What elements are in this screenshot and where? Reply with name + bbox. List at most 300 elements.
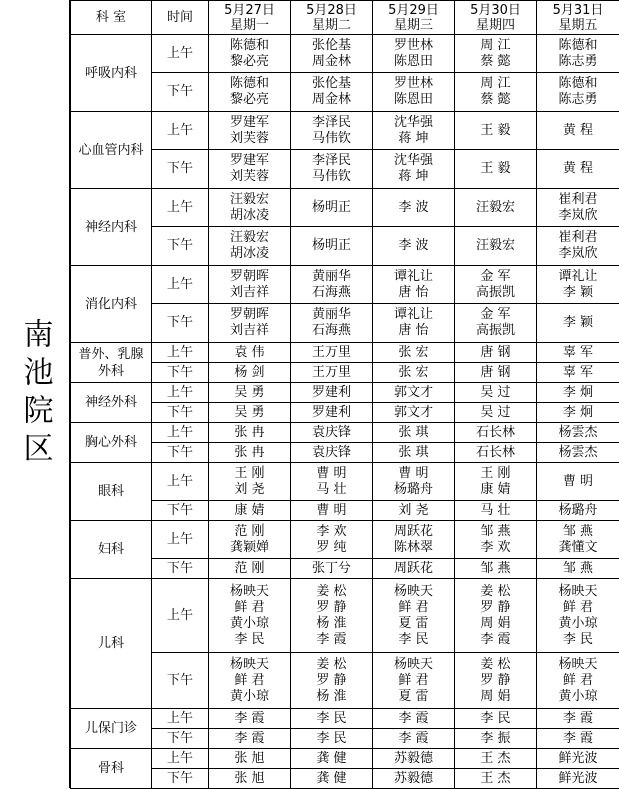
doctor-name: 陈德和 <box>209 76 290 92</box>
doctor-cell <box>373 35 455 73</box>
doctor-name: 鲜光波 <box>537 751 619 767</box>
doctor-name: 邹 燕 <box>455 524 536 540</box>
campus-label <box>0 0 70 788</box>
doctor-name: 鲜 君 <box>209 673 290 689</box>
doctor-cell <box>373 423 455 443</box>
doctor-name: 黄小琼 <box>209 689 290 705</box>
doctor-cell <box>291 35 373 73</box>
doctor-name: 谭礼让 <box>373 307 454 323</box>
header-weekday: 星期五 <box>537 18 619 33</box>
doctor-cell <box>373 383 455 403</box>
table-row <box>71 189 619 227</box>
doctor-name: 杨雲杰 <box>537 425 619 441</box>
doctor-cell <box>537 423 619 443</box>
doctor-name: 李 霞 <box>373 711 454 727</box>
doctor-cell <box>537 729 619 749</box>
doctor-cell <box>455 423 537 443</box>
doctor-name: 姜 松 <box>455 584 536 600</box>
doctor-cell <box>455 463 537 501</box>
doctor-name: 袁 伟 <box>209 345 290 361</box>
table-row <box>71 112 619 150</box>
doctor-name: 李岚欣 <box>537 208 619 224</box>
doctor-name: 鲜 君 <box>537 673 619 689</box>
header-weekday: 星期四 <box>455 18 536 33</box>
doctor-name: 杨明正 <box>291 200 372 216</box>
table-row <box>71 653 619 709</box>
doctor-cell <box>209 559 291 579</box>
doctor-name: 周金林 <box>291 92 372 108</box>
doctor-name: 郭文才 <box>373 405 454 421</box>
header-day <box>209 1 291 35</box>
doctor-cell <box>209 266 291 304</box>
doctor-cell <box>291 112 373 150</box>
doctor-cell <box>291 769 373 789</box>
doctor-cell <box>455 363 537 383</box>
header-weekday: 星期二 <box>291 18 372 33</box>
doctor-name: 周 江 <box>455 38 536 54</box>
doctor-name: 罗世林 <box>373 76 454 92</box>
doctor-name: 姜 松 <box>291 657 372 673</box>
table-row <box>71 443 619 463</box>
doctor-name: 李 波 <box>373 238 454 254</box>
table-row <box>71 749 619 769</box>
doctor-name: 陈德和 <box>537 76 619 92</box>
doctor-cell <box>455 403 537 423</box>
department-name: 普外、乳腺外科 <box>71 343 152 383</box>
header-day <box>291 1 373 35</box>
doctor-name: 吴 过 <box>455 385 536 401</box>
doctor-name: 曹 明 <box>291 503 372 519</box>
doctor-name: 罗 纯 <box>291 540 372 556</box>
doctor-cell <box>455 383 537 403</box>
doctor-cell <box>209 227 291 266</box>
doctor-name: 沈华强 <box>373 153 454 169</box>
doctor-cell <box>291 501 373 521</box>
doctor-cell <box>373 559 455 579</box>
table-row <box>71 559 619 579</box>
doctor-cell <box>455 227 537 266</box>
doctor-name: 蒋 坤 <box>373 131 454 147</box>
doctor-name: 石长林 <box>455 445 536 461</box>
doctor-cell <box>373 521 455 559</box>
doctor-cell <box>291 189 373 227</box>
doctor-name: 李 霞 <box>455 632 536 648</box>
doctor-name: 马 壮 <box>291 482 372 498</box>
doctor-cell <box>537 521 619 559</box>
doctor-cell <box>291 579 373 653</box>
doctor-cell <box>209 403 291 423</box>
time-slot: 下午 <box>152 443 209 463</box>
doctor-name: 黎必亮 <box>209 54 290 70</box>
doctor-name: 唐 怡 <box>373 323 454 339</box>
doctor-cell <box>537 112 619 150</box>
doctor-cell <box>291 709 373 729</box>
doctor-cell <box>455 112 537 150</box>
doctor-name: 王万里 <box>291 365 372 381</box>
doctor-name: 吴 勇 <box>209 405 290 421</box>
doctor-cell <box>537 304 619 343</box>
doctor-name: 蔡 懿 <box>455 92 536 108</box>
header-date: 5月30日 <box>455 3 536 18</box>
doctor-cell <box>373 769 455 789</box>
department-name: 神经内科 <box>71 189 152 266</box>
doctor-cell <box>209 35 291 73</box>
header-row <box>71 1 619 35</box>
time-slot: 上午 <box>152 749 209 769</box>
doctor-name: 鲜光波 <box>537 771 619 787</box>
doctor-cell <box>291 443 373 463</box>
header-day <box>537 1 619 35</box>
doctor-name: 杨璐舟 <box>537 503 619 519</box>
doctor-name: 王 毅 <box>455 161 536 177</box>
doctor-name: 石海燕 <box>291 285 372 301</box>
time-slot: 下午 <box>152 150 209 189</box>
doctor-name: 杨 淮 <box>291 689 372 705</box>
doctor-name: 龚 健 <box>291 751 372 767</box>
doctor-name: 谭礼让 <box>537 269 619 285</box>
doctor-cell <box>209 579 291 653</box>
doctor-name: 罗世林 <box>373 38 454 54</box>
doctor-name: 罗朝晖 <box>209 269 290 285</box>
doctor-name: 张丁兮 <box>291 561 372 577</box>
doctor-cell <box>373 579 455 653</box>
doctor-cell <box>209 653 291 709</box>
doctor-name: 王 杰 <box>455 751 536 767</box>
doctor-cell <box>373 227 455 266</box>
header-dept: 科 室 <box>71 1 152 35</box>
doctor-cell <box>537 403 619 423</box>
doctor-name: 鲜 君 <box>373 600 454 616</box>
schedule-body <box>71 1 619 789</box>
doctor-name: 袁庆锋 <box>291 445 372 461</box>
doctor-cell <box>537 227 619 266</box>
doctor-cell <box>291 423 373 443</box>
department-name: 儿保门诊 <box>71 709 152 749</box>
doctor-name: 鲜 君 <box>537 600 619 616</box>
doctor-name: 张 宏 <box>373 345 454 361</box>
doctor-cell <box>537 189 619 227</box>
doctor-name: 黄小琼 <box>537 616 619 632</box>
doctor-cell <box>537 266 619 304</box>
header-date: 5月27日 <box>209 3 290 18</box>
doctor-cell <box>455 443 537 463</box>
time-slot: 下午 <box>152 729 209 749</box>
doctor-name: 刘吉祥 <box>209 285 290 301</box>
doctor-name: 汪毅宏 <box>209 230 290 246</box>
doctor-name: 李泽民 <box>291 115 372 131</box>
doctor-cell <box>373 363 455 383</box>
doctor-cell <box>537 343 619 363</box>
doctor-name: 李泽民 <box>291 153 372 169</box>
doctor-name: 曹 明 <box>291 466 372 482</box>
doctor-name: 周金林 <box>291 54 372 70</box>
doctor-name: 张 冉 <box>209 425 290 441</box>
doctor-cell <box>209 463 291 501</box>
doctor-name: 崔利君 <box>537 192 619 208</box>
table-row <box>71 304 619 343</box>
doctor-name: 李 民 <box>373 632 454 648</box>
doctor-name: 夏 雷 <box>373 616 454 632</box>
doctor-name: 黄丽华 <box>291 307 372 323</box>
doctor-cell <box>455 579 537 653</box>
doctor-name: 邹 燕 <box>537 524 619 540</box>
doctor-name: 谭礼让 <box>373 269 454 285</box>
doctor-cell <box>209 343 291 363</box>
time-slot: 上午 <box>152 423 209 443</box>
table-row <box>71 363 619 383</box>
doctor-cell <box>291 463 373 501</box>
department-name: 消化内科 <box>71 266 152 343</box>
doctor-name: 龚颖婵 <box>209 540 290 556</box>
doctor-name: 苏毅德 <box>373 751 454 767</box>
doctor-name: 周 娟 <box>455 616 536 632</box>
table-row <box>71 150 619 189</box>
doctor-name: 黄 程 <box>537 123 619 139</box>
doctor-name: 沈华强 <box>373 115 454 131</box>
doctor-cell <box>537 383 619 403</box>
department-name: 骨科 <box>71 749 152 789</box>
doctor-cell <box>209 769 291 789</box>
doctor-name: 杨 淮 <box>291 616 372 632</box>
doctor-cell <box>209 150 291 189</box>
doctor-cell <box>537 363 619 383</box>
doctor-cell <box>209 383 291 403</box>
doctor-name: 康 婧 <box>209 503 290 519</box>
doctor-name: 汪毅宏 <box>455 200 536 216</box>
doctor-cell <box>373 749 455 769</box>
doctor-cell <box>537 35 619 73</box>
doctor-cell <box>291 150 373 189</box>
table-row <box>71 463 619 501</box>
doctor-cell <box>455 559 537 579</box>
doctor-name: 胡冰凌 <box>209 208 290 224</box>
time-slot: 上午 <box>152 189 209 227</box>
doctor-cell <box>291 403 373 423</box>
table-row <box>71 73 619 112</box>
doctor-name: 龚 健 <box>291 771 372 787</box>
doctor-name: 马 壮 <box>455 503 536 519</box>
doctor-cell <box>209 443 291 463</box>
doctor-name: 王 毅 <box>455 123 536 139</box>
doctor-cell <box>537 150 619 189</box>
doctor-name: 唐 钢 <box>455 345 536 361</box>
doctor-name: 罗建军 <box>209 153 290 169</box>
doctor-cell <box>291 227 373 266</box>
doctor-name: 李 民 <box>455 711 536 727</box>
doctor-cell <box>537 579 619 653</box>
doctor-name: 李 振 <box>455 731 536 747</box>
doctor-name: 李 民 <box>291 711 372 727</box>
doctor-cell <box>455 769 537 789</box>
doctor-cell <box>291 363 373 383</box>
doctor-name: 黄小琼 <box>209 616 290 632</box>
doctor-cell <box>455 709 537 729</box>
doctor-name: 陈林翠 <box>373 540 454 556</box>
doctor-name: 李 欢 <box>291 524 372 540</box>
doctor-name: 汪毅宏 <box>455 238 536 254</box>
doctor-name: 杨映天 <box>373 584 454 600</box>
doctor-name: 马伟钦 <box>291 169 372 185</box>
doctor-name: 刘吉祥 <box>209 323 290 339</box>
time-slot: 下午 <box>152 73 209 112</box>
doctor-name: 李 欢 <box>455 540 536 556</box>
doctor-cell <box>291 266 373 304</box>
doctor-cell <box>209 363 291 383</box>
table-row <box>71 266 619 304</box>
department-name: 呼吸内科 <box>71 35 152 112</box>
doctor-name: 崔利君 <box>537 230 619 246</box>
doctor-cell <box>537 769 619 789</box>
table-row <box>71 579 619 653</box>
doctor-cell <box>373 73 455 112</box>
doctor-name: 辜 军 <box>537 345 619 361</box>
time-slot: 上午 <box>152 709 209 729</box>
doctor-cell <box>373 403 455 423</box>
table-row <box>71 343 619 363</box>
time-slot: 下午 <box>152 501 209 521</box>
doctor-name: 李 霞 <box>537 731 619 747</box>
doctor-name: 刘 尧 <box>209 482 290 498</box>
doctor-cell <box>455 304 537 343</box>
table-row <box>71 729 619 749</box>
time-slot: 下午 <box>152 227 209 266</box>
time-slot: 下午 <box>152 304 209 343</box>
doctor-name: 李 波 <box>373 200 454 216</box>
table-row <box>71 423 619 443</box>
doctor-cell <box>455 35 537 73</box>
header-date: 5月28日 <box>291 3 372 18</box>
doctor-cell <box>291 383 373 403</box>
doctor-cell <box>209 729 291 749</box>
doctor-name: 陈德和 <box>209 38 290 54</box>
doctor-cell <box>291 304 373 343</box>
department-name: 儿科 <box>71 579 152 709</box>
time-slot: 上午 <box>152 521 209 559</box>
doctor-name: 黄小琼 <box>537 689 619 705</box>
doctor-name: 邹 燕 <box>455 561 536 577</box>
doctor-cell <box>537 73 619 112</box>
doctor-name: 鲜 君 <box>209 600 290 616</box>
doctor-cell <box>537 463 619 501</box>
doctor-cell <box>537 559 619 579</box>
doctor-name: 李 颖 <box>537 285 619 301</box>
doctor-cell <box>373 112 455 150</box>
doctor-name: 蔡 懿 <box>455 54 536 70</box>
doctor-cell <box>291 73 373 112</box>
table-row <box>71 383 619 403</box>
doctor-name: 李 霞 <box>537 711 619 727</box>
doctor-cell <box>455 521 537 559</box>
doctor-name: 汪毅宏 <box>209 192 290 208</box>
header-weekday: 星期一 <box>209 18 290 33</box>
header-date: 5月29日 <box>373 3 454 18</box>
doctor-name: 苏毅德 <box>373 771 454 787</box>
header-day <box>373 1 455 35</box>
doctor-name: 李 霞 <box>291 632 372 648</box>
schedule-table <box>70 0 619 789</box>
doctor-name: 辜 军 <box>537 365 619 381</box>
doctor-name: 黄 程 <box>537 161 619 177</box>
doctor-cell <box>373 343 455 363</box>
time-slot: 上午 <box>152 463 209 501</box>
doctor-name: 李岚欣 <box>537 246 619 262</box>
doctor-name: 杨明正 <box>291 238 372 254</box>
doctor-cell <box>537 443 619 463</box>
doctor-name: 黎必亮 <box>209 92 290 108</box>
doctor-cell <box>373 729 455 749</box>
doctor-cell <box>373 443 455 463</box>
header-time: 时间 <box>152 1 209 35</box>
doctor-name: 刘芙蓉 <box>209 131 290 147</box>
doctor-name: 杨映天 <box>209 584 290 600</box>
doctor-name: 龚懂文 <box>537 540 619 556</box>
doctor-cell <box>209 304 291 343</box>
department-name: 妇科 <box>71 521 152 579</box>
doctor-cell <box>373 189 455 227</box>
doctor-name: 杨映天 <box>209 657 290 673</box>
department-name: 神经外科 <box>71 383 152 423</box>
doctor-cell <box>537 749 619 769</box>
doctor-name: 杨雲杰 <box>537 445 619 461</box>
doctor-name: 王万里 <box>291 345 372 361</box>
doctor-name: 罗 静 <box>291 673 372 689</box>
doctor-name: 蒋 坤 <box>373 169 454 185</box>
doctor-cell <box>373 150 455 189</box>
table-row <box>71 769 619 789</box>
doctor-name: 李 霞 <box>373 731 454 747</box>
doctor-cell <box>209 521 291 559</box>
doctor-cell <box>537 653 619 709</box>
doctor-name: 周 江 <box>455 76 536 92</box>
table-row <box>71 501 619 521</box>
doctor-name: 黄丽华 <box>291 269 372 285</box>
time-slot: 上午 <box>152 383 209 403</box>
doctor-name: 张 旭 <box>209 751 290 767</box>
doctor-cell <box>291 559 373 579</box>
doctor-cell <box>537 501 619 521</box>
doctor-name: 陈恩田 <box>373 92 454 108</box>
doctor-name: 张 冉 <box>209 445 290 461</box>
doctor-name: 曹 明 <box>373 466 454 482</box>
doctor-name: 周 娟 <box>455 689 536 705</box>
doctor-name: 陈志勇 <box>537 54 619 70</box>
header-date: 5月31日 <box>537 3 619 18</box>
doctor-cell <box>455 150 537 189</box>
doctor-name: 陈德和 <box>537 38 619 54</box>
doctor-name: 张伦基 <box>291 76 372 92</box>
doctor-cell <box>291 653 373 709</box>
doctor-cell <box>373 266 455 304</box>
doctor-name: 陈志勇 <box>537 92 619 108</box>
time-slot: 上午 <box>152 112 209 150</box>
table-row <box>71 521 619 559</box>
doctor-name: 罗 静 <box>455 600 536 616</box>
doctor-name: 邹 燕 <box>537 561 619 577</box>
campus-label-text: 南池院区 <box>13 318 57 470</box>
doctor-name: 石海燕 <box>291 323 372 339</box>
doctor-name: 金 军 <box>455 307 536 323</box>
doctor-name: 杨映天 <box>373 657 454 673</box>
doctor-name: 张 旭 <box>209 771 290 787</box>
doctor-name: 马伟钦 <box>291 131 372 147</box>
doctor-name: 张 琪 <box>373 425 454 441</box>
doctor-name: 袁庆锋 <box>291 425 372 441</box>
doctor-cell <box>291 729 373 749</box>
doctor-name: 陈恩田 <box>373 54 454 70</box>
time-slot: 下午 <box>152 363 209 383</box>
doctor-name: 高振凯 <box>455 323 536 339</box>
doctor-name: 李 民 <box>209 632 290 648</box>
